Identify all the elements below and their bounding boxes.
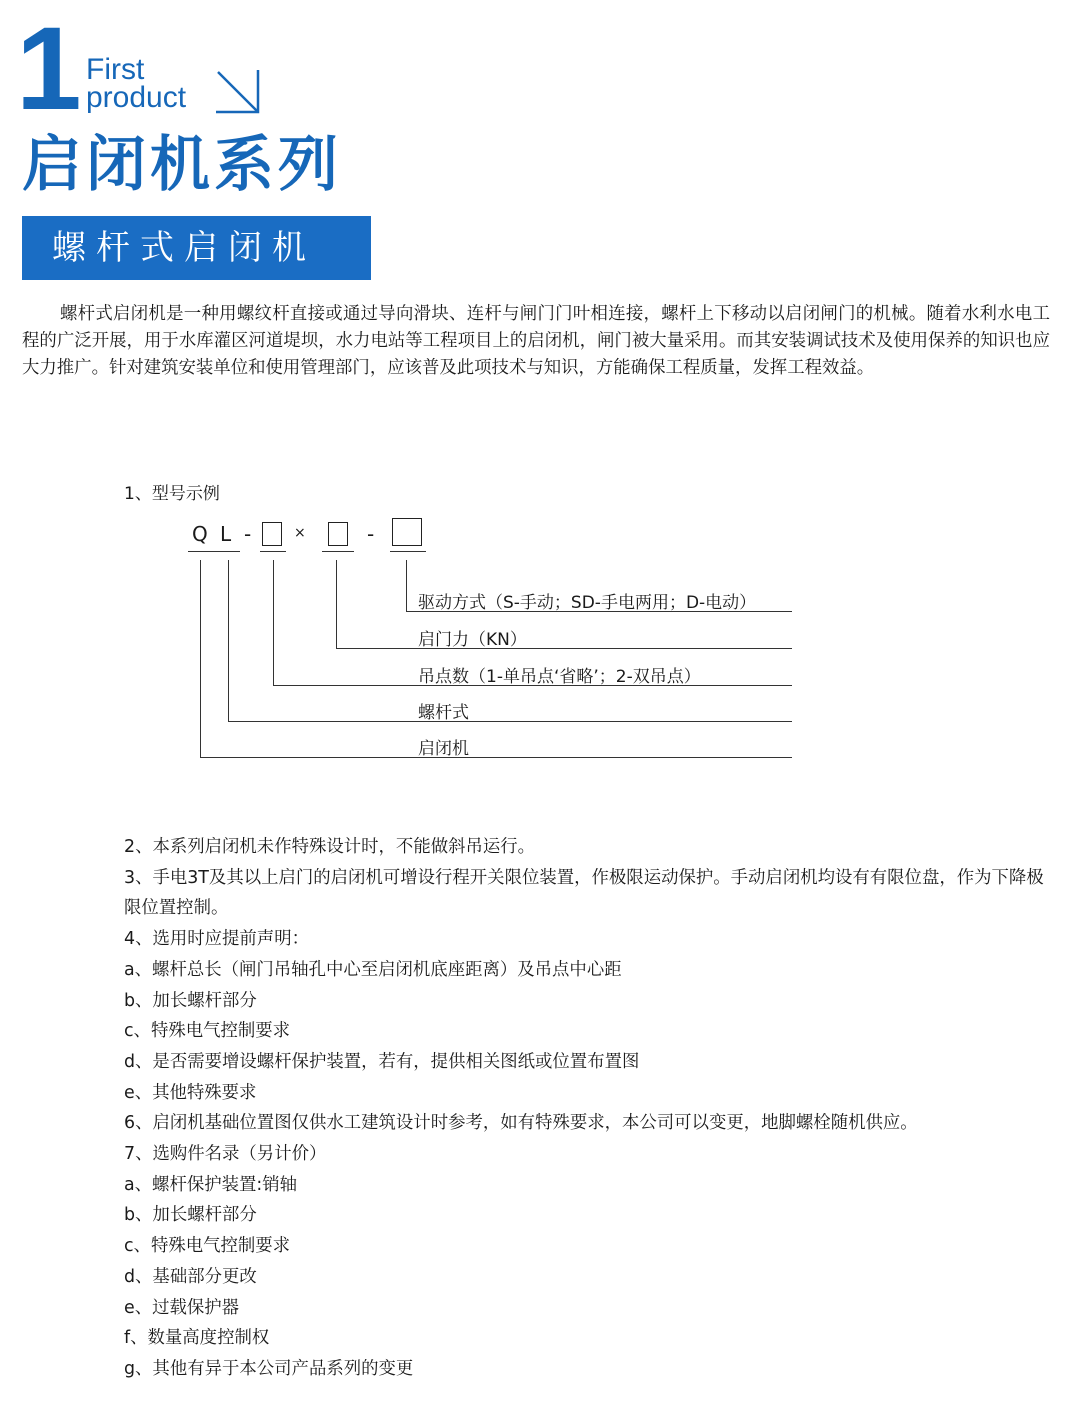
model-heading: 1、型号示例 [124, 484, 220, 504]
leader-l [228, 560, 229, 721]
code-l: L [220, 522, 232, 546]
code-box-force [328, 522, 348, 546]
code-dash-1: - [244, 522, 252, 546]
underline-box-1 [260, 551, 286, 552]
note-item: e、过载保护器 [124, 1297, 240, 1318]
note-item: a、螺杆保护装置:销轴 [124, 1174, 298, 1195]
leader-box-1 [273, 560, 274, 685]
note-item: b、加长螺杆部分 [124, 990, 257, 1011]
code-q: Q [192, 522, 208, 546]
underline-l [216, 551, 240, 552]
note-item: 6、启闭机基础位置图仅供水工建筑设计时参考，如有特殊要求，本公司可以变更，地脚螺栓随机供应。 [124, 1113, 918, 1134]
leader-q [200, 560, 201, 757]
note-item: 2、本系列启闭机未作特殊设计时，不能做斜吊运行。 [124, 837, 536, 857]
series-title: 启闭机系列 [22, 130, 342, 200]
label-lift-force: 启门力（KN） [418, 630, 527, 650]
note-item: c、特殊电气控制要求 [124, 1236, 291, 1257]
note-item: 7、选购件名录（另计价） [124, 1144, 327, 1165]
note-item: c、特殊电气控制要求 [124, 1021, 291, 1042]
line-force [336, 648, 792, 649]
leader-box-2 [336, 560, 337, 648]
english-title [86, 53, 187, 114]
note-item: e、其他特殊要求 [124, 1082, 257, 1103]
note-item: d、基础部分更改 [124, 1266, 257, 1287]
arrow-down-right-icon [212, 66, 264, 118]
code-box-lift-points [262, 522, 282, 546]
label-drive-mode: 驱动方式（S-手动；SD-手电两用；D-电动） [418, 593, 757, 613]
underline-q [188, 551, 216, 552]
code-dash-2: - [367, 522, 375, 546]
leader-box-3 [406, 560, 407, 611]
notes-list [124, 832, 1054, 1385]
subtitle-banner [22, 216, 371, 280]
line-hoist [200, 757, 792, 758]
note-item: d、是否需要增设螺杆保护装置，若有，提供相关图纸或位置布置图 [124, 1051, 640, 1072]
underline-box-3 [390, 551, 426, 552]
label-screw-type: 螺杆式 [418, 703, 469, 723]
label-lift-points: 吊点数（1-单吊点‘省略’；2-双吊点） [418, 667, 701, 687]
subtitle-text: 螺杆式启闭机 [52, 228, 316, 268]
code-times: × [294, 525, 306, 541]
section-number: 1 [16, 3, 82, 135]
note-item: 4、选用时应提前声明： [124, 929, 309, 950]
note-item: b、加长螺杆部分 [124, 1205, 257, 1226]
code-box-drive [392, 518, 422, 546]
note-item: 3、手电3T及其以上启门的启闭机可增设行程开关限位装置，作极限运动保护。手动启闭机均设有有限位盘，作为下降极限位置控制。 [124, 867, 1044, 919]
intro-paragraph: 螺杆式启闭机是一种用螺纹杆直接或通过导向滑块、连杆与闸门门叶相连接，螺杆上下移动以启闭闸门的机械。随着水利水电工程的广泛开展，用于水库灌区河道堤坝，水力电站等工程项目上的启闭机，闸门被大量采用。而其安装调试技术及使用保养的知识也应大力推广。针对建筑安装单位和使用管理部门，应该普及此项技术与知识，方能确保工程质量，发挥工程效益。 [22, 304, 1050, 378]
line-screw [228, 721, 792, 722]
note-item: g、其他有异于本公司产品系列的变更 [124, 1358, 414, 1379]
note-item: a、螺杆总长（闸门吊轴孔中心至启闭机底座距离）及吊点中心距 [124, 959, 622, 980]
underline-box-2 [322, 551, 354, 552]
english-line-2: product [86, 81, 187, 114]
label-hoist: 启闭机 [418, 739, 469, 759]
english-line-1: First [86, 53, 145, 86]
note-item: f、数量高度控制权 [124, 1328, 270, 1349]
